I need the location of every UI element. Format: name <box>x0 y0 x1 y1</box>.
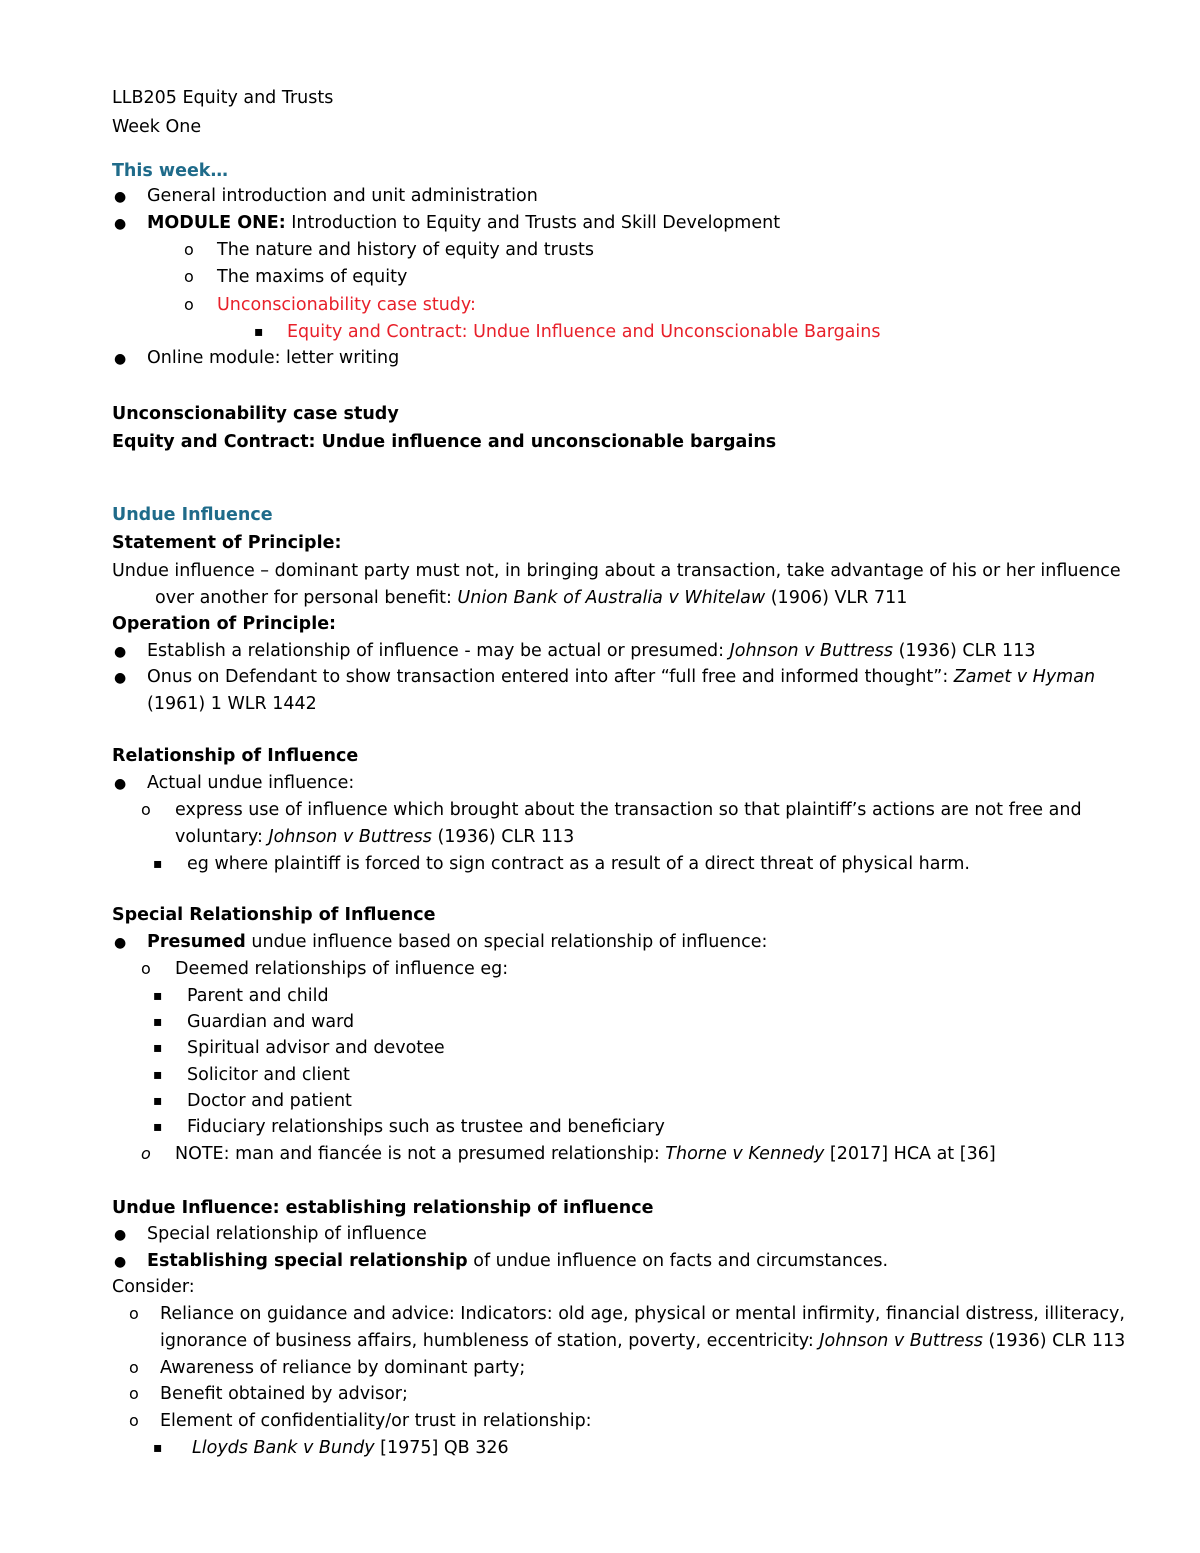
list-item: Deemed relationships of influence eg: <box>175 959 509 979</box>
square-bullet-icon: ▪ <box>153 1440 163 1456</box>
list-item: Lloyds Bank v Bundy [1975] QB 326 <box>192 1438 509 1458</box>
circle-bullet-icon: o <box>141 959 151 978</box>
list-item: Doctor and patient <box>187 1091 352 1111</box>
list-item: Unconscionability case study: <box>217 295 476 315</box>
list-item: Parent and child <box>187 986 329 1006</box>
bullet-icon: ● <box>114 351 127 367</box>
circle-bullet-icon: o <box>129 1358 139 1377</box>
list-item: Actual undue influence: <box>147 773 355 793</box>
circle-bullet-icon: o <box>141 800 151 819</box>
circle-bullet-icon: o <box>184 267 194 286</box>
case-citation: Johnson v Buttress <box>819 1331 983 1351</box>
case-citation: Johnson v Buttress <box>729 641 894 661</box>
list-item: Onus on Defendant to show transaction entered into after “full free and informed thought”: Zamet v Hyman <box>147 667 1096 687</box>
list-item: eg where plaintiff is forced to sign contract as a result of a direct threat of physical harm. <box>187 854 970 874</box>
document-title: LLB205 Equity and Trusts <box>112 88 334 108</box>
bullet-icon: ● <box>114 1227 127 1243</box>
list-item: Awareness of reliance by dominant party; <box>160 1358 526 1378</box>
square-bullet-icon: ▪ <box>153 1093 163 1109</box>
bullet-icon: ● <box>114 776 127 792</box>
circle-bullet-icon: o <box>141 1144 151 1163</box>
list-item: MODULE ONE: Introduction to Equity and Trusts and Skill Development <box>147 213 781 233</box>
list-item: Spiritual advisor and devotee <box>187 1038 445 1058</box>
square-bullet-icon: ▪ <box>153 1040 163 1056</box>
case-study-heading: Unconscionability case study <box>112 404 399 424</box>
document-subtitle: Week One <box>112 117 202 137</box>
relationship-heading: Relationship of Influence <box>112 746 359 766</box>
operation-heading: Operation of Principle: <box>112 614 337 634</box>
list-item: Special relationship of influence <box>147 1224 427 1244</box>
circle-bullet-icon: o <box>129 1304 139 1323</box>
list-item: General introduction and unit administration <box>147 186 538 206</box>
statement-heading: Statement of Principle: <box>112 533 342 553</box>
list-item: Fiduciary relationships such as trustee and beneficiary <box>187 1117 665 1137</box>
square-bullet-icon: ▪ <box>153 856 163 872</box>
case-citation: Union Bank of Australia v Whitelaw <box>457 588 766 608</box>
bullet-icon: ● <box>114 189 127 205</box>
case-citation: Zamet v Hyman <box>953 667 1096 687</box>
case-citation: Johnson v Buttress <box>268 827 432 847</box>
list-item: Element of confidentiality/or trust in relationship: <box>160 1411 592 1431</box>
circle-bullet-icon: o <box>184 295 194 314</box>
circle-bullet-icon: o <box>129 1384 139 1403</box>
square-bullet-icon: ▪ <box>254 324 264 340</box>
circle-bullet-icon: o <box>129 1411 139 1430</box>
bullet-icon: ● <box>114 216 127 232</box>
list-item: express use of influence which brought about the transaction so that plaintiff’s actions are not free and <box>175 800 1082 820</box>
list-item: Online module: letter writing <box>147 348 400 368</box>
case-study-subheading: Equity and Contract: Undue influence and unconscionable bargains <box>112 432 777 452</box>
square-bullet-icon: ▪ <box>153 1119 163 1135</box>
square-bullet-icon: ▪ <box>153 988 163 1004</box>
list-item: Establish a relationship of influence - may be actual or presumed: Johnson v Buttress (1936) CLR 113 <box>147 641 1036 661</box>
list-item: NOTE: man and fiancée is not a presumed relationship: Thorne v Kennedy [2017] HCA at [36] <box>175 1144 996 1164</box>
consider-label: Consider: <box>112 1277 195 1297</box>
bullet-icon: ● <box>114 935 127 951</box>
list-item: Benefit obtained by advisor; <box>160 1384 408 1404</box>
list-item: Solicitor and client <box>187 1065 350 1085</box>
case-citation: Thorne v Kennedy <box>665 1144 825 1164</box>
list-item: The nature and history of equity and trusts <box>217 240 595 260</box>
bullet-icon: ● <box>114 1254 127 1270</box>
list-item: Equity and Contract: Undue Influence and Unconscionable Bargains <box>287 322 881 342</box>
list-item: Guardian and ward <box>187 1012 355 1032</box>
establishing-heading: Undue Influence: establishing relationship of influence <box>112 1198 654 1218</box>
list-item: Establishing special relationship of undue influence on facts and circumstances. <box>147 1251 889 1271</box>
list-item: Reliance on guidance and advice: Indicators: old age, physical or mental infirmity, financial distress, illiteracy, <box>160 1304 1125 1324</box>
circle-bullet-icon: o <box>184 240 194 259</box>
list-item: Presumed undue influence based on special relationship of influence: <box>147 932 768 952</box>
undue-influence-heading: Undue Influence <box>112 505 273 525</box>
list-item-continued: (1961) 1 WLR 1442 <box>147 694 317 714</box>
special-relationship-heading: Special Relationship of Influence <box>112 905 436 925</box>
this-week-heading: This week… <box>112 161 228 181</box>
bullet-icon: ● <box>114 644 127 660</box>
list-item-continued: voluntary: Johnson v Buttress (1936) CLR 113 <box>175 827 575 847</box>
list-item: The maxims of equity <box>217 267 408 287</box>
square-bullet-icon: ▪ <box>153 1014 163 1030</box>
statement-text: Undue influence – dominant party must not, in bringing about a transaction, take advantage of his or her influence <box>112 561 1121 581</box>
bullet-icon: ● <box>114 670 127 686</box>
list-item-continued: ignorance of business affairs, humbleness of station, poverty, eccentricity: Johnson v Buttress (1936) CLR 113 <box>160 1331 1126 1351</box>
case-citation: Lloyds Bank v Bundy <box>192 1438 375 1458</box>
statement-text-continued: over another for personal benefit: Union Bank of Australia v Whitelaw (1906) VLR 711 <box>155 588 908 608</box>
square-bullet-icon: ▪ <box>153 1067 163 1083</box>
